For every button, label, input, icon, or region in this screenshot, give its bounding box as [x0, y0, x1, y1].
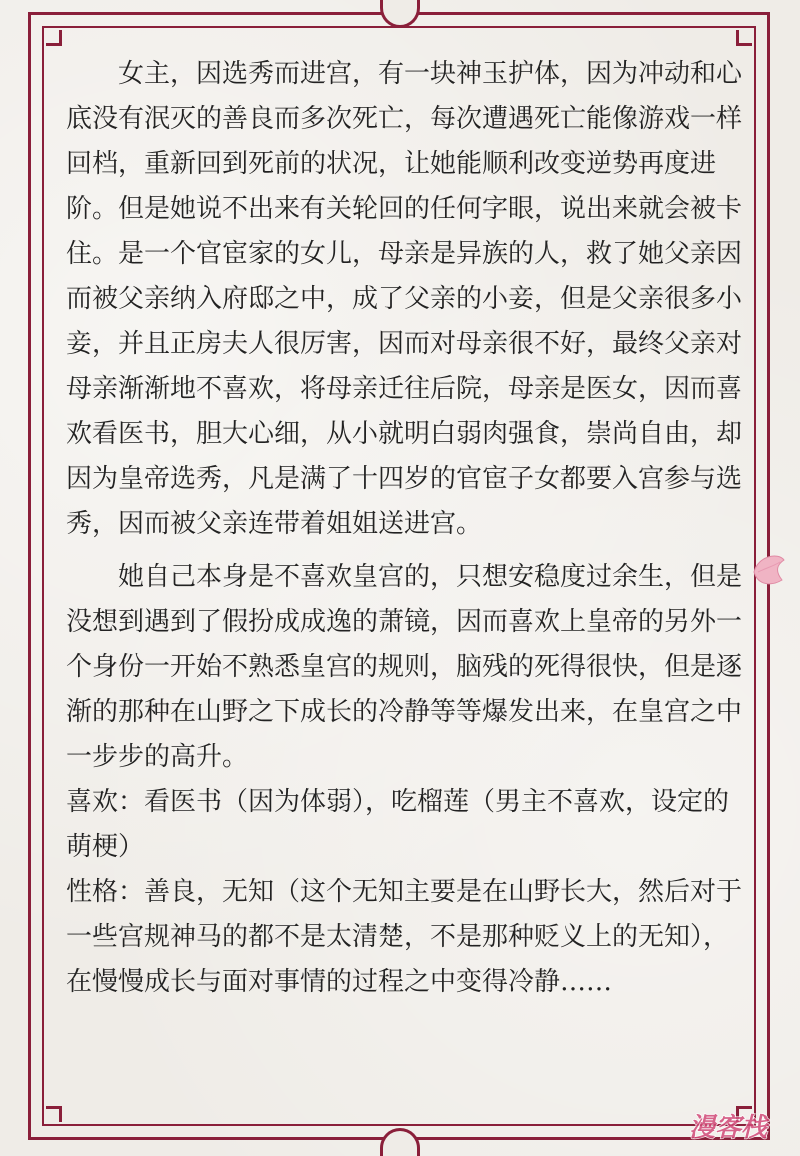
personality-line: 性格：善良，无知（这个无知主要是在山野长大，然后对于一些宫规神马的都不是太清楚，不是那种贬义上的无知），在慢慢成长与面对事情的过程之中变得冷静…… [66, 877, 743, 997]
corner-ornament-bottom-left [28, 1100, 68, 1140]
corner-ornament-top-right [730, 12, 770, 52]
watermark-logo [668, 1108, 788, 1144]
paragraph-1: 女主，因选秀而进宫，有一块神玉护体，因为冲动和心底没有泯灭的善良而多次死亡，每次遭遇死亡能像游戏一样回档，重新回到死前的状况，让她能顺利改变逆势再度进阶。但是她说不出来有关轮回的任何字眼，说出来就会被卡住。是一个官宦家的女儿，母亲是异族的人，救了她父亲因而被父亲纳入府邸之中，成了父亲的小妾，但是父亲很多小妾，并且正房夫人很厉害，因而对母亲很不好，最终父亲对母亲渐渐地不喜欢，将母亲迁往后院，母亲是医女，因而喜欢看医书，胆大心细，从小就明白弱肉强食，崇尚自由，却因为皇帝选秀，凡是满了十四岁的官宦子女都要入宫参与选秀，因而被父亲连带着姐姐送进宫。 [66, 59, 743, 539]
likes-line: 喜欢：看医书（因为体弱），吃榴莲（男主不喜欢，设定的萌梗） [66, 787, 730, 862]
paragraph-2: 她自己本身是不喜欢皇宫的，只想安稳度过余生，但是没想到遇到了假扮成成逸的萧镜，因而喜欢上皇帝的另外一个身份一开始不熟悉皇宫的规则，脑残的死得很快，但是逐渐的那种在山野之下成长的冷静等等爆发出来，在皇宫之中一步步的高升。 [66, 562, 743, 772]
document-body [66, 52, 746, 1005]
corner-ornament-top-left [28, 12, 68, 52]
svg-text:漫客栈: 漫客栈 [688, 1113, 768, 1143]
petal-icon [748, 546, 788, 596]
